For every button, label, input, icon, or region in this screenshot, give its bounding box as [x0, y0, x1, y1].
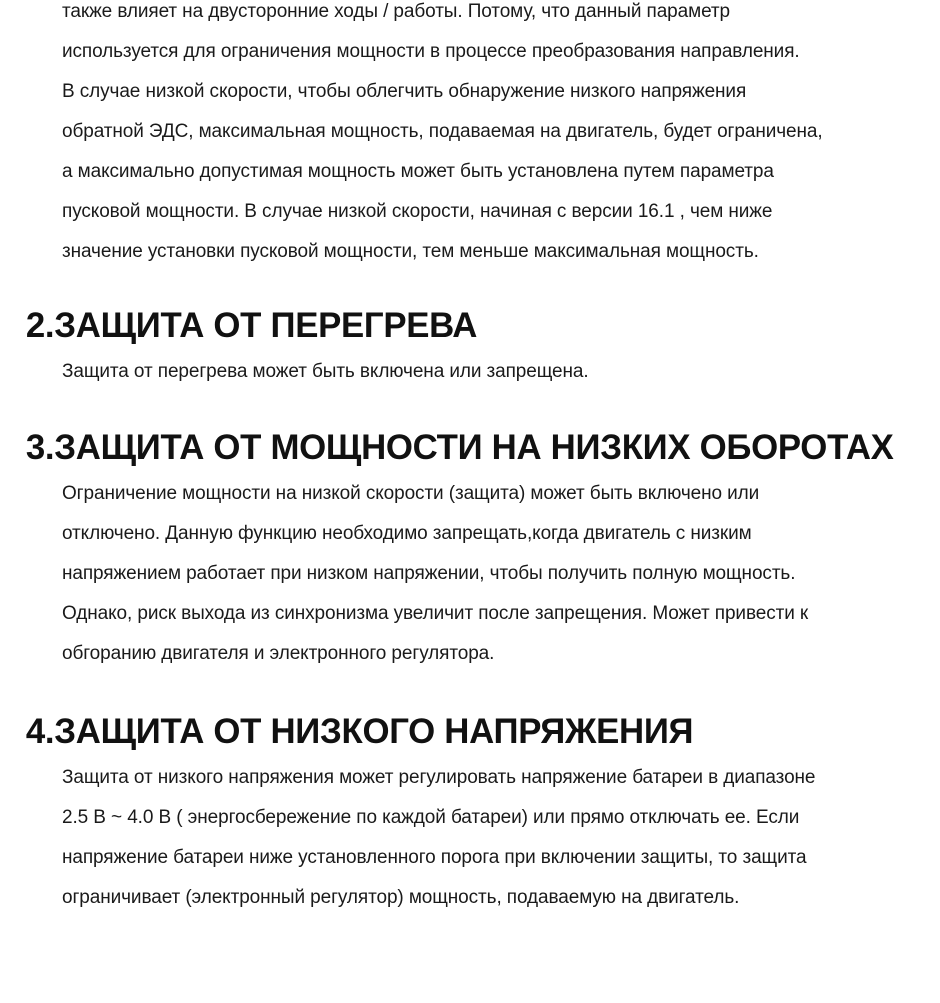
- section-heading-low-voltage-protection: 4.ЗАЩИТА ОТ НИЗКОГО НАПРЯЖЕНИЯ: [25, 712, 694, 751]
- paragraph-line: используется для ограничения мощности в процессе преобразования направления.: [62, 41, 800, 62]
- intro-paragraph: [0, 0, 940, 272]
- paragraph-line: значение установки пусковой мощности, тем меньше максимальная мощность.: [62, 241, 759, 262]
- paragraph-line: Ограничение мощности на низкой скорости (защита) может быть включено или: [62, 483, 760, 504]
- paragraph-line: Защита от низкого напряжения может регулировать напряжение батареи в диапазоне: [62, 767, 816, 788]
- paragraph-line: обгоранию двигателя и электронного регулятора.: [62, 643, 495, 664]
- low-rpm-power-protection-paragraph: [0, 474, 940, 674]
- section-heading-overheat-protection: 2.ЗАЩИТА ОТ ПЕРЕГРЕВА: [25, 306, 478, 345]
- paragraph-line: Защита от перегрева может быть включена или запрещена.: [62, 361, 589, 382]
- paragraph-line: а максимально допустимая мощность может быть установлена путем параметра: [62, 161, 774, 182]
- low-voltage-protection-paragraph: [0, 758, 940, 918]
- paragraph-line: 2.5 В ~ 4.0 В ( энергосбережение по каждой батареи) или прямо отключать ее. Если: [62, 807, 800, 828]
- paragraph-line: ограничивает (электронный регулятор) мощность, подаваемую на двигатель.: [62, 887, 740, 908]
- paragraph-line: обратной ЭДС, максимальная мощность, подаваемая на двигатель, будет ограничена,: [62, 121, 823, 142]
- paragraph-line: пусковой мощности. В случае низкой скорости, начиная с версии 16.1 , чем ниже: [62, 201, 773, 222]
- paragraph-line: отключено. Данную функцию необходимо запрещать,когда двигатель с низким: [62, 523, 752, 544]
- paragraph-line: напряжение батареи ниже установленного порога при включении защиты, то защита: [62, 847, 807, 868]
- overheat-protection-paragraph: [0, 352, 940, 392]
- paragraph-line: В случае низкой скорости, чтобы облегчить обнаружение низкого напряжения: [62, 81, 747, 102]
- paragraph-line: напряжением работает при низком напряжении, чтобы получить полную мощность.: [62, 563, 796, 584]
- paragraph-line: Однако, риск выхода из синхронизма увеличит после запрещения. Может привести к: [62, 603, 809, 624]
- paragraph-line: также влияет на двусторонние ходы / работы. Потому, что данный параметр: [62, 1, 730, 22]
- section-heading-low-rpm-power-protection: 3.ЗАЩИТА ОТ МОЩНОСТИ НА НИЗКИХ ОБОРОТАХ: [25, 428, 894, 467]
